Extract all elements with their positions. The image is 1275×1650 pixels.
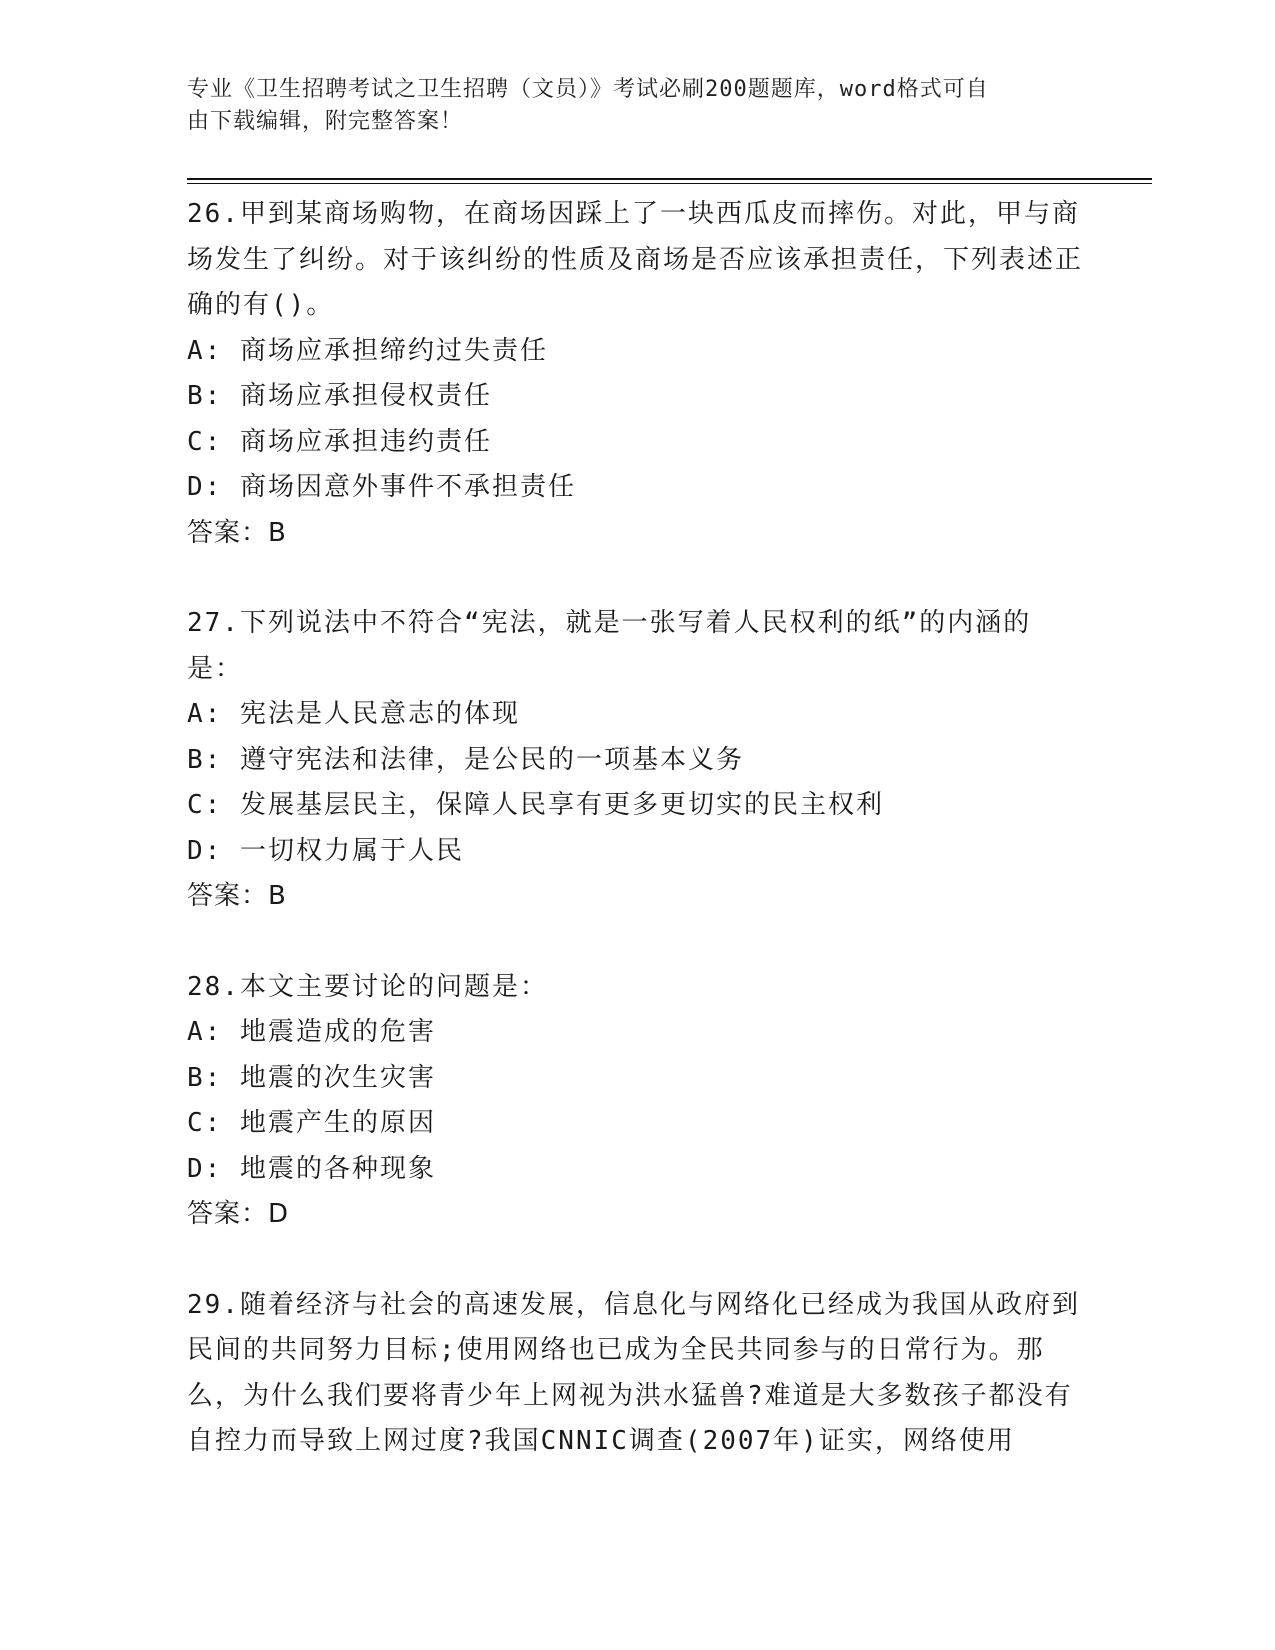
option-c: C: 商场应承担违约责任 [187,426,492,457]
option-b: B: 地震的次生灾害 [187,1062,436,1093]
option-a: A: 商场应承担缔约过失责任 [187,335,548,366]
option-c: C: 发展基层民主，保障人民享有更多更切实的民主权利 [187,790,884,820]
header-divider-thin [187,183,1152,184]
document-header [187,74,1067,138]
header-divider-thick [187,178,1152,180]
question-list [187,192,1087,1510]
question-stem: 27.下列说法中不符合“宪法，就是一张写着人民权利的纸”的内涵的是： [187,608,1032,684]
option-d: D: 商场因意外事件不承担责任 [187,472,576,502]
option-a: A: 地震造成的危害 [187,1017,436,1047]
option-b: B: 商场应承担侵权责任 [187,381,492,411]
header-line-1: 专业《卫生招聘考试之卫生招聘（文员）》考试必刷200题题库，word格式可自 [187,77,989,102]
option-d: D: 一切权力属于人民 [187,835,464,866]
question-stem: 26.甲到某商场购物，在商场因踩上了一块西瓜皮而摔伤。对此，甲与商场发生了纠纷。对于该纠纷的性质及商场是否应该承担责任，下列表述正确的有()。 [187,199,1084,320]
header-line-2: 由下载编辑，附完整答案！ [187,109,464,134]
option-a: A: 宪法是人民意志的体现 [187,699,520,729]
option-b: B: 遵守宪法和法律，是公民的一项基本义务 [187,744,744,775]
question-stem: 29.随着经济与社会的高速发展，信息化与网络化已经成为我国从政府到民间的共同努力目标;使用网络也已成为全民共同参与的日常行为。那么，为什么我们要将青少年上网视为洪水猛兽?难道是大多数孩子都没有自控力而导致上网过度?我国CNNIC调查(2007年)证实，网络使用 [187,1289,1080,1456]
option-d: D: 地震的各种现象 [187,1153,436,1184]
option-c: C: 地震产生的原因 [187,1108,436,1138]
question-29 [187,1283,1087,1465]
question-27 [187,601,1087,920]
question-stem: 28.本文主要讨论的问题是： [187,971,548,1002]
answer: 答案：B [187,881,287,911]
question-28 [187,965,1087,1238]
question-26 [187,192,1087,556]
answer: 答案：D [187,1199,290,1229]
answer: 答案：B [187,517,287,548]
